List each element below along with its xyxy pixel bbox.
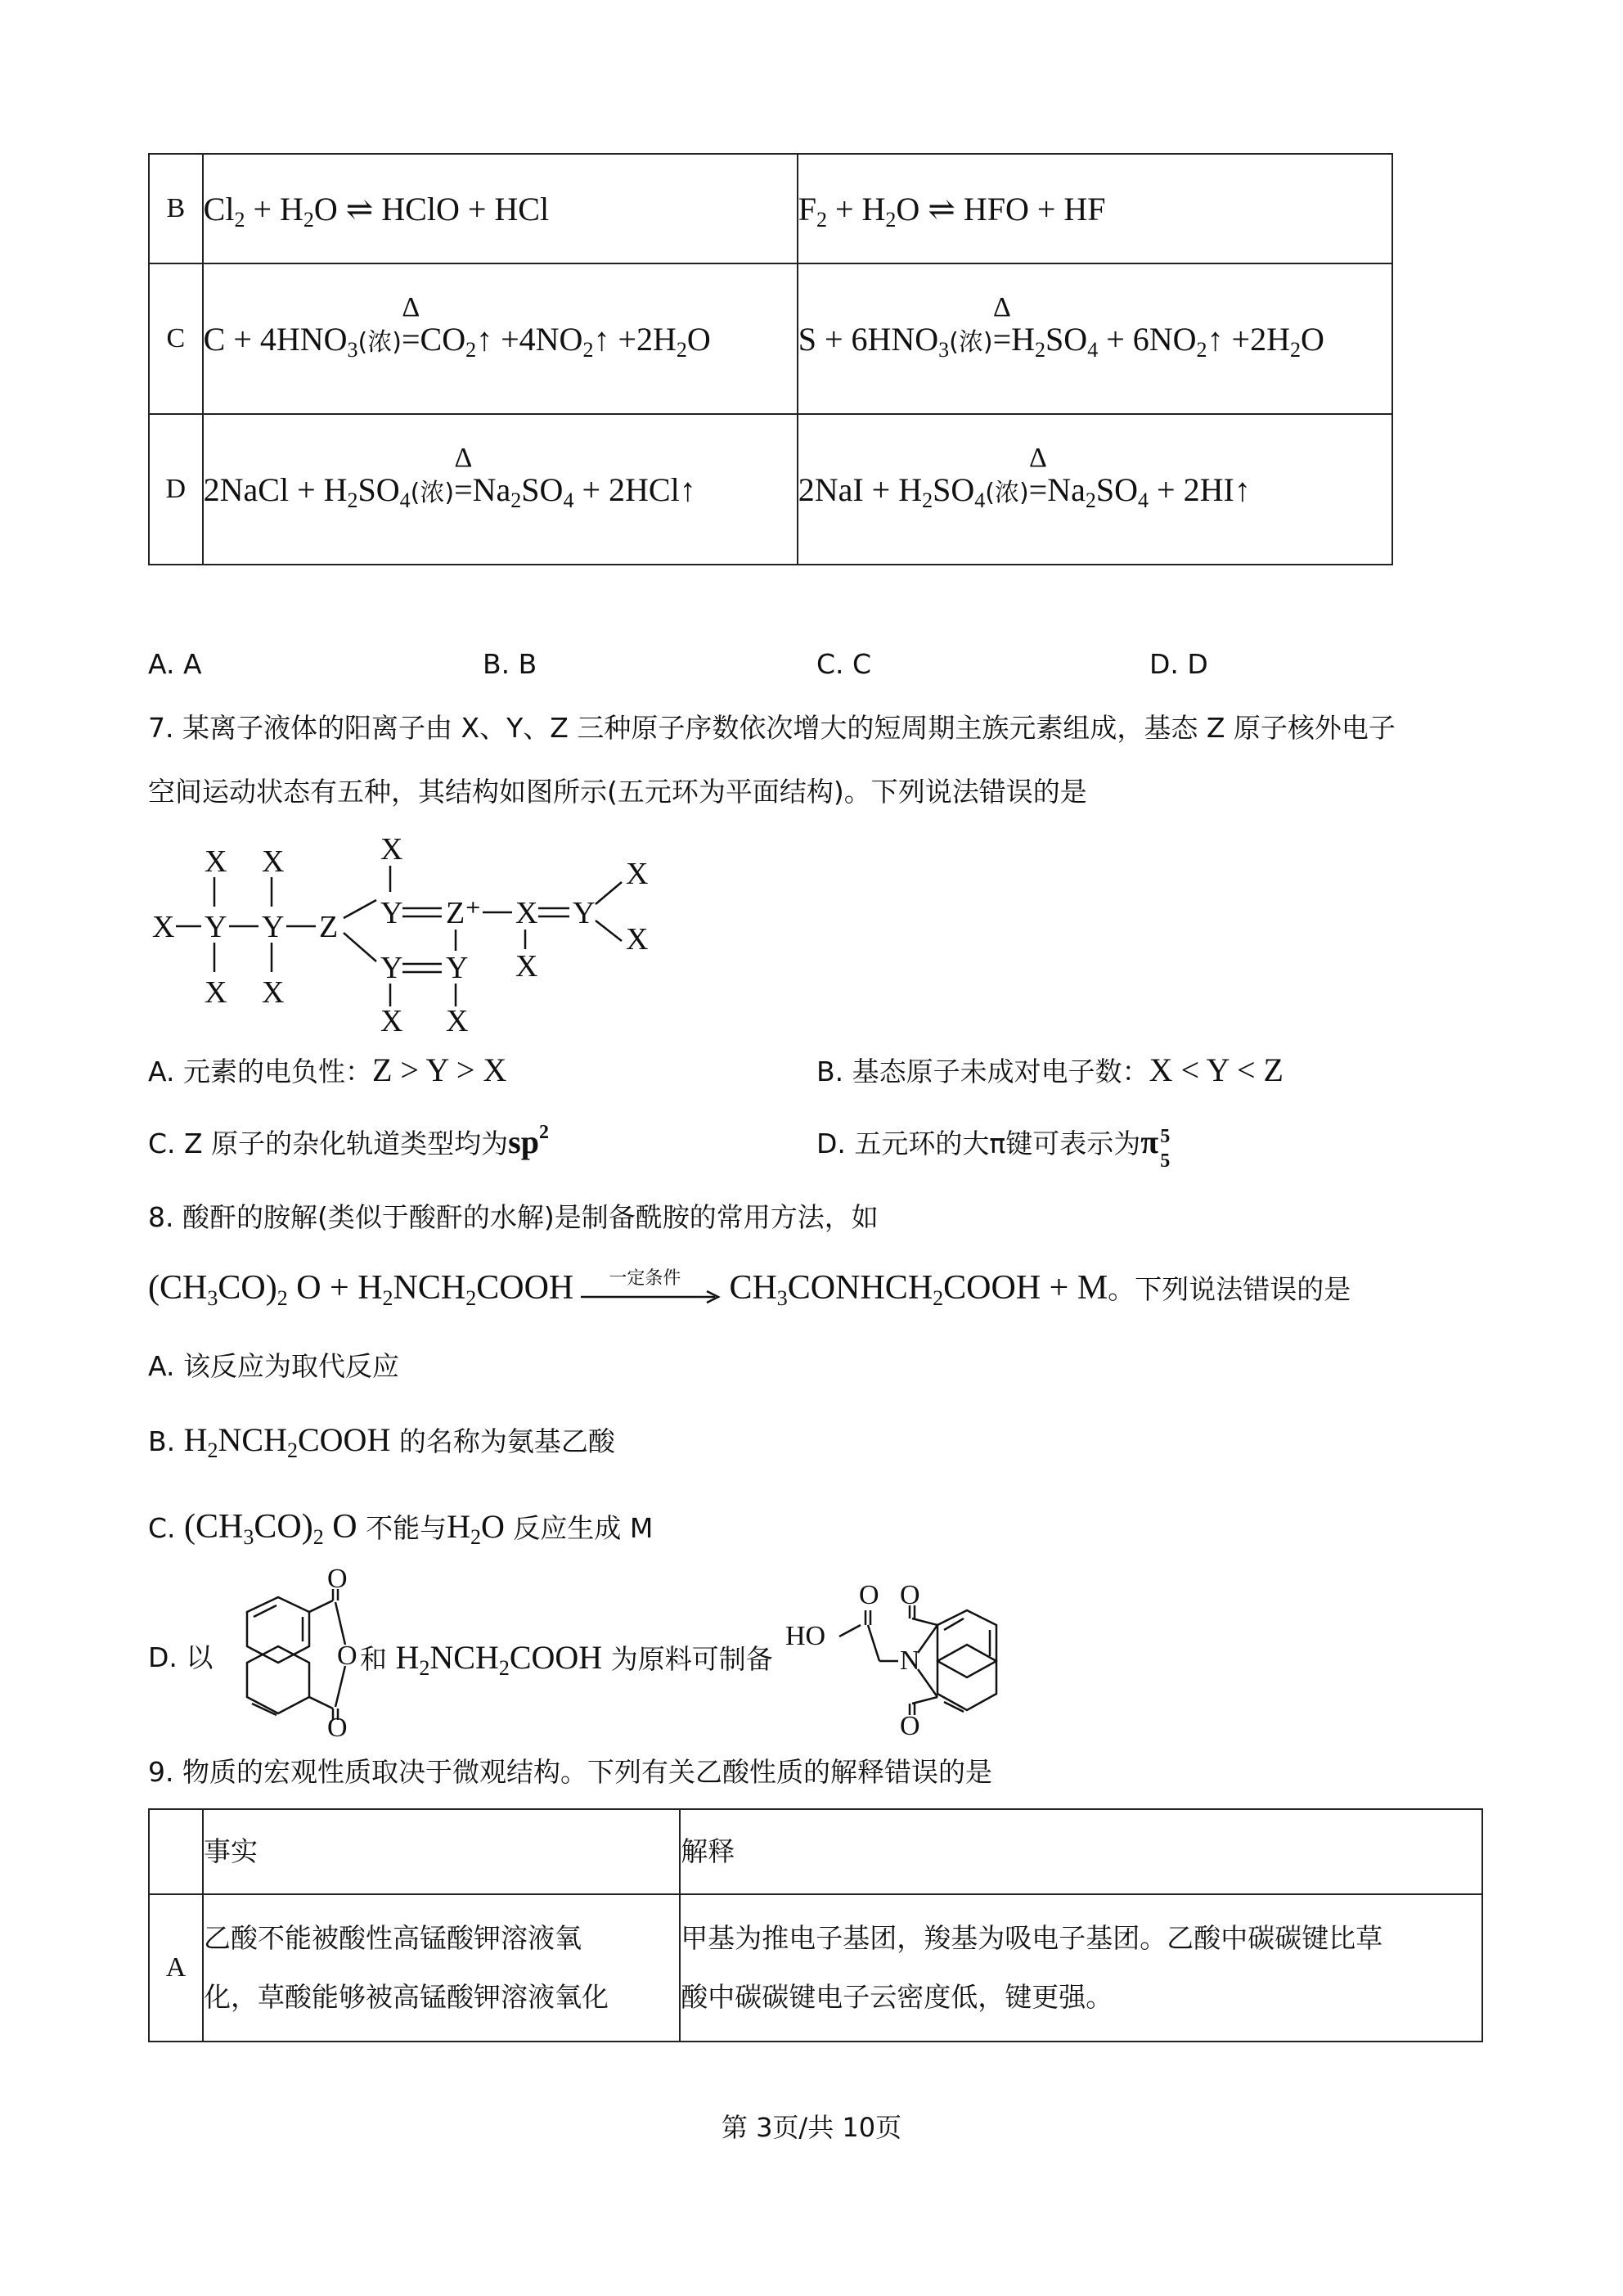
q7-option-d: D. 五元环的大π键可表示为π 5 5 (816, 1123, 1171, 1172)
atom-y: Y (446, 951, 469, 985)
atom-x: X (515, 949, 538, 984)
equation-s-hno3: $S + 6HNO_3$(浓) Δ $=H_2SO_4$ + $6NO_2↑ +2H_2O$ (798, 263, 1392, 414)
q8-option-d: D. 以 (148, 1641, 214, 1673)
atom-x: X (446, 1004, 469, 1038)
atom-x: X (262, 975, 285, 1010)
atom-x: X (205, 844, 227, 879)
atom-x: X (515, 896, 538, 930)
atom-x: X (380, 1004, 403, 1038)
reaction-arrow-icon: 一定条件 (578, 1279, 725, 1312)
q6-option-b: B. B (483, 648, 537, 680)
q6-option-c: C. C (816, 648, 872, 680)
explanation-cell: 甲基为推电子基团，羧基为吸电子基团。乙酸中碳碳键比草 酸中碳碳键电子云密度低，键更强。 (680, 1894, 1482, 2042)
equation-cl2: $Cl_2 + H_2O$ ⇌ HClO + HCl (203, 154, 798, 263)
atom-x: X (380, 832, 403, 867)
atom-o: O (327, 1713, 348, 1743)
q8-stem: 8. 酸酐的胺解(类似于酸酐的水解)是制备酰胺的常用方法，如 (148, 1201, 879, 1233)
atom-o: O (900, 1580, 920, 1610)
q9-table (148, 1808, 1483, 2042)
atom-z: Z (319, 910, 339, 944)
atom-y: Y (380, 896, 403, 930)
row-label-b: B (149, 154, 203, 263)
row-label-d: D (149, 414, 203, 565)
page-footer: 第 3页/共 10页 (721, 2112, 902, 2143)
atom-x: X (262, 844, 285, 879)
table-row (149, 1809, 1482, 1894)
naphthalimide-acetic-acid-structure (785, 1579, 1031, 1743)
ionic-liquid-structure (147, 826, 671, 1039)
equation-nai: $2NaI + H_2SO_4$(浓) Δ $=Na_2SO_4$ + 2HI↑ (798, 414, 1392, 565)
q6-option-a: A. A (148, 648, 202, 680)
atom-o: O (859, 1580, 879, 1610)
atom-z-plus: Z⁺ (446, 896, 482, 930)
atom-o: O (327, 1564, 348, 1594)
q8-option-a: A. 该反应为取代反应 (148, 1350, 399, 1382)
header-explanation: 解释 (680, 1809, 1482, 1894)
table-row (149, 1894, 1482, 2042)
atom-n: N (900, 1645, 920, 1676)
atom-x: X (152, 910, 175, 944)
atom-ho: HO (785, 1621, 826, 1651)
atom-y: Y (205, 910, 227, 944)
row-label-a: A (149, 1894, 203, 2042)
q7-option-b: B. 基态原子未成对电子数：X < Y < Z (816, 1051, 1284, 1088)
atom-y: Y (573, 896, 596, 930)
q9-stem: 9. 物质的宏观性质取决于微观结构。下列有关乙酸性质的解释错误的是 (148, 1756, 992, 1788)
q7-option-c: C. Z 原子的杂化轨道类型均为$sp^2$ (148, 1122, 549, 1160)
atom-x: X (626, 922, 649, 957)
q7-option-a: A. 元素的电负性：Z > Y > X (148, 1051, 507, 1088)
reaction-table (148, 153, 1393, 565)
table-row (149, 154, 1392, 263)
atom-x: X (626, 857, 649, 891)
q8-option-b: B. $H_2NCH_2COOH$ 的名称为氨基乙酸 (148, 1421, 615, 1462)
q6-option-d: D. D (1149, 648, 1208, 680)
equation-c-hno3: $C + 4HNO_3$(浓) Δ $=CO_2↑$ $+4NO_2↑ +2H_2O$ (203, 263, 798, 414)
equation-nacl: 2NaCl + $H_2SO_4$(浓) Δ $=Na_2SO_4$ + 2HCl↑ (203, 414, 798, 565)
row-label-c: C (149, 263, 203, 414)
q8-equation: $(CH_3CO)_2$ $O + H_2NCH_2COOH$ 一定条件 $CH_3CONHCH_2COOH + M$。下列说法错误的是 (148, 1267, 1351, 1310)
atom-y: Y (262, 910, 285, 944)
atom-x: X (205, 975, 227, 1010)
table-row (149, 414, 1392, 565)
reversible-arrow-icon: ⇌ (928, 190, 955, 227)
q8-option-c: C. $(CH_3CO)_2$ O 不能与$H_2O$ 反应生成 M (148, 1508, 654, 1549)
table-row (149, 263, 1392, 414)
atom-o: O (337, 1641, 357, 1671)
naphthalic-anhydride-structure (214, 1564, 370, 1743)
atom-y: Y (380, 951, 403, 985)
atom-o: O (900, 1711, 920, 1741)
q7-stem-line2: 空间运动状态有五种，其结构如图所示(五元环为平面结构)。下列说法错误的是 (148, 776, 1087, 808)
q7-stem-line1: 7. 某离子液体的阳离子由 X、Y、Z 三种原子序数依次增大的短周期主族元素组成，基态 Z 原子核外电子 (148, 712, 1396, 744)
fact-cell: 乙酸不能被酸性高锰酸钾溶液氧 化，草酸能够被高锰酸钾溶液氧化 (203, 1894, 680, 2042)
reversible-arrow-icon: ⇌ (345, 190, 374, 227)
equation-f2: $F_2 + H_2O$ ⇌ HFO + HF (798, 154, 1392, 263)
q8-option-d-middle: 和 $H_2NCH_2COOH$ 为原料可制备 (360, 1639, 773, 1680)
header-fact: 事实 (203, 1809, 680, 1894)
